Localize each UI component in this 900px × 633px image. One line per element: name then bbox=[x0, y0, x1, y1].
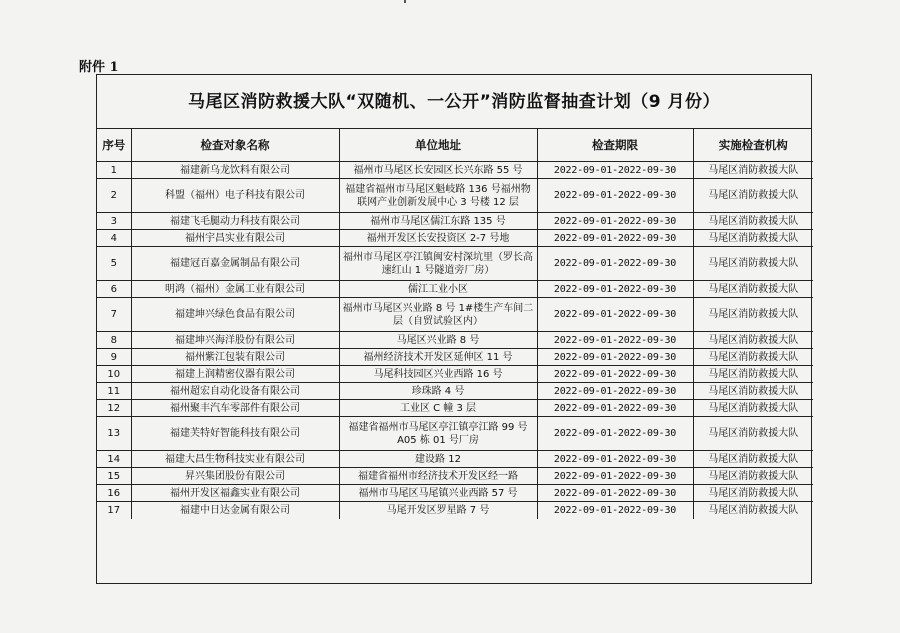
row-unit-address: 福州经济技术开发区延伸区 11 号 bbox=[339, 349, 537, 366]
row-inspection-agency: 马尾区消防救援大队 bbox=[693, 332, 813, 349]
table-row bbox=[97, 247, 813, 281]
row-inspection-agency: 马尾区消防救援大队 bbox=[693, 502, 813, 519]
row-serial-number: 10 bbox=[97, 366, 131, 383]
row-serial-number: 6 bbox=[97, 281, 131, 298]
row-inspection-agency: 马尾区消防救援大队 bbox=[693, 468, 813, 485]
row-inspection-period: 2022-09-01-2022-09-30 bbox=[537, 281, 693, 298]
row-serial-number: 2 bbox=[97, 179, 131, 213]
row-target-name: 福州宇昌实业有限公司 bbox=[131, 230, 339, 247]
table-row bbox=[97, 213, 813, 230]
row-inspection-agency: 马尾区消防救援大队 bbox=[693, 162, 813, 179]
row-target-name: 福建大昌生物科技实业有限公司 bbox=[131, 451, 339, 468]
row-inspection-period: 2022-09-01-2022-09-30 bbox=[537, 179, 693, 213]
table-row bbox=[97, 230, 813, 247]
row-serial-number: 8 bbox=[97, 332, 131, 349]
row-inspection-agency: 马尾区消防救援大队 bbox=[693, 383, 813, 400]
row-target-name: 福建芙特好智能科技有限公司 bbox=[131, 417, 339, 451]
scan-artifact bbox=[404, 0, 406, 3]
row-target-name: 福州超宏自动化设备有限公司 bbox=[131, 383, 339, 400]
header-inspection-agency: 实施检查机构 bbox=[693, 129, 813, 162]
row-unit-address: 福建省福州市经济技术开发区经一路 bbox=[339, 468, 537, 485]
row-unit-address: 马尾区兴业路 8 号 bbox=[339, 332, 537, 349]
row-unit-address: 工业区 C 幢 3 层 bbox=[339, 400, 537, 417]
row-serial-number: 12 bbox=[97, 400, 131, 417]
row-inspection-period: 2022-09-01-2022-09-30 bbox=[537, 451, 693, 468]
row-unit-address: 福州市马尾区马尾镇兴业西路 57 号 bbox=[339, 485, 537, 502]
row-target-name: 福建坤兴绿色食品有限公司 bbox=[131, 298, 339, 332]
table-row bbox=[97, 349, 813, 366]
row-inspection-period: 2022-09-01-2022-09-30 bbox=[537, 332, 693, 349]
row-target-name: 昇兴集团股份有限公司 bbox=[131, 468, 339, 485]
row-unit-address: 福州市马尾区长安园区长兴东路 55 号 bbox=[339, 162, 537, 179]
row-inspection-agency: 马尾区消防救援大队 bbox=[693, 247, 813, 281]
row-unit-address: 福建省福州市马尾区亭江镇亭江路 99 号 A05 栋 01 号厂房 bbox=[339, 417, 537, 451]
row-serial-number: 15 bbox=[97, 468, 131, 485]
row-serial-number: 9 bbox=[97, 349, 131, 366]
row-serial-number: 17 bbox=[97, 502, 131, 519]
row-inspection-agency: 马尾区消防救援大队 bbox=[693, 366, 813, 383]
row-inspection-period: 2022-09-01-2022-09-30 bbox=[537, 485, 693, 502]
table-row bbox=[97, 366, 813, 383]
row-unit-address: 福州市马尾区亭江镇闽安村深坑里（罗长高速红山 1 号隧道旁厂房） bbox=[339, 247, 537, 281]
document-title: 马尾区消防救援大队“双随机、一公开”消防监督抽查计划（9 月份） bbox=[97, 75, 811, 129]
row-inspection-agency: 马尾区消防救援大队 bbox=[693, 400, 813, 417]
table-row bbox=[97, 451, 813, 468]
table-row bbox=[97, 400, 813, 417]
header-target-name: 检查对象名称 bbox=[131, 129, 339, 162]
row-inspection-period: 2022-09-01-2022-09-30 bbox=[537, 502, 693, 519]
row-inspection-agency: 马尾区消防救援大队 bbox=[693, 281, 813, 298]
row-inspection-agency: 马尾区消防救援大队 bbox=[693, 451, 813, 468]
header-inspection-period: 检查期限 bbox=[537, 129, 693, 162]
table-row bbox=[97, 332, 813, 349]
row-serial-number: 3 bbox=[97, 213, 131, 230]
row-serial-number: 16 bbox=[97, 485, 131, 502]
row-serial-number: 4 bbox=[97, 230, 131, 247]
header-serial-number: 序号 bbox=[97, 129, 131, 162]
row-inspection-agency: 马尾区消防救援大队 bbox=[693, 298, 813, 332]
row-inspection-period: 2022-09-01-2022-09-30 bbox=[537, 298, 693, 332]
table-row bbox=[97, 468, 813, 485]
row-unit-address: 珍珠路 4 号 bbox=[339, 383, 537, 400]
row-inspection-agency: 马尾区消防救援大队 bbox=[693, 179, 813, 213]
row-inspection-period: 2022-09-01-2022-09-30 bbox=[537, 366, 693, 383]
row-serial-number: 11 bbox=[97, 383, 131, 400]
row-unit-address: 建设路 12 bbox=[339, 451, 537, 468]
row-target-name: 福建坤兴海洋股份有限公司 bbox=[131, 332, 339, 349]
attachment-label: 附件 1 bbox=[79, 60, 119, 75]
row-target-name: 福州紫江包装有限公司 bbox=[131, 349, 339, 366]
table-row bbox=[97, 417, 813, 451]
row-inspection-period: 2022-09-01-2022-09-30 bbox=[537, 162, 693, 179]
row-inspection-period: 2022-09-01-2022-09-30 bbox=[537, 468, 693, 485]
row-unit-address: 马尾科技园区兴业西路 16 号 bbox=[339, 366, 537, 383]
row-target-name: 福建冠百嘉金属制品有限公司 bbox=[131, 247, 339, 281]
row-inspection-period: 2022-09-01-2022-09-30 bbox=[537, 213, 693, 230]
row-inspection-period: 2022-09-01-2022-09-30 bbox=[537, 230, 693, 247]
row-unit-address: 福建省福州市马尾区魁岐路 136 号福州物联网产业创新发展中心 3 号楼 12 层 bbox=[339, 179, 537, 213]
header-unit-address: 单位地址 bbox=[339, 129, 537, 162]
table-row bbox=[97, 281, 813, 298]
row-inspection-agency: 马尾区消防救援大队 bbox=[693, 417, 813, 451]
inspection-plan-table bbox=[97, 129, 813, 519]
table-row bbox=[97, 502, 813, 519]
plan-table-frame bbox=[96, 74, 812, 584]
row-unit-address: 福州开发区长安投资区 2-7 号地 bbox=[339, 230, 537, 247]
row-inspection-agency: 马尾区消防救援大队 bbox=[693, 213, 813, 230]
row-target-name: 明鸿（福州）金属工业有限公司 bbox=[131, 281, 339, 298]
row-unit-address: 儒江工业小区 bbox=[339, 281, 537, 298]
row-target-name: 科盟（福州）电子科技有限公司 bbox=[131, 179, 339, 213]
row-serial-number: 7 bbox=[97, 298, 131, 332]
row-target-name: 福建上润精密仪器有限公司 bbox=[131, 366, 339, 383]
row-inspection-period: 2022-09-01-2022-09-30 bbox=[537, 349, 693, 366]
row-serial-number: 1 bbox=[97, 162, 131, 179]
table-row bbox=[97, 485, 813, 502]
row-target-name: 福建新乌龙饮料有限公司 bbox=[131, 162, 339, 179]
row-target-name: 福州开发区福鑫实业有限公司 bbox=[131, 485, 339, 502]
row-unit-address: 福州市马尾区兴业路 8 号 1#楼生产车间二层（自贸试验区内） bbox=[339, 298, 537, 332]
table-row bbox=[97, 383, 813, 400]
row-inspection-period: 2022-09-01-2022-09-30 bbox=[537, 417, 693, 451]
row-serial-number: 5 bbox=[97, 247, 131, 281]
row-unit-address: 福州市马尾区儒江东路 135 号 bbox=[339, 213, 537, 230]
row-inspection-agency: 马尾区消防救援大队 bbox=[693, 485, 813, 502]
table-row bbox=[97, 162, 813, 179]
row-target-name: 福建飞毛腿动力科技有限公司 bbox=[131, 213, 339, 230]
row-inspection-agency: 马尾区消防救援大队 bbox=[693, 349, 813, 366]
table-row bbox=[97, 298, 813, 332]
row-serial-number: 13 bbox=[97, 417, 131, 451]
row-target-name: 福州聚丰汽车零部件有限公司 bbox=[131, 400, 339, 417]
row-inspection-period: 2022-09-01-2022-09-30 bbox=[537, 400, 693, 417]
row-inspection-agency: 马尾区消防救援大队 bbox=[693, 230, 813, 247]
row-inspection-period: 2022-09-01-2022-09-30 bbox=[537, 247, 693, 281]
table-header-row bbox=[97, 129, 813, 162]
table-row bbox=[97, 179, 813, 213]
row-unit-address: 马尾开发区罗星路 7 号 bbox=[339, 502, 537, 519]
row-serial-number: 14 bbox=[97, 451, 131, 468]
row-inspection-period: 2022-09-01-2022-09-30 bbox=[537, 383, 693, 400]
row-target-name: 福建中日达金属有限公司 bbox=[131, 502, 339, 519]
